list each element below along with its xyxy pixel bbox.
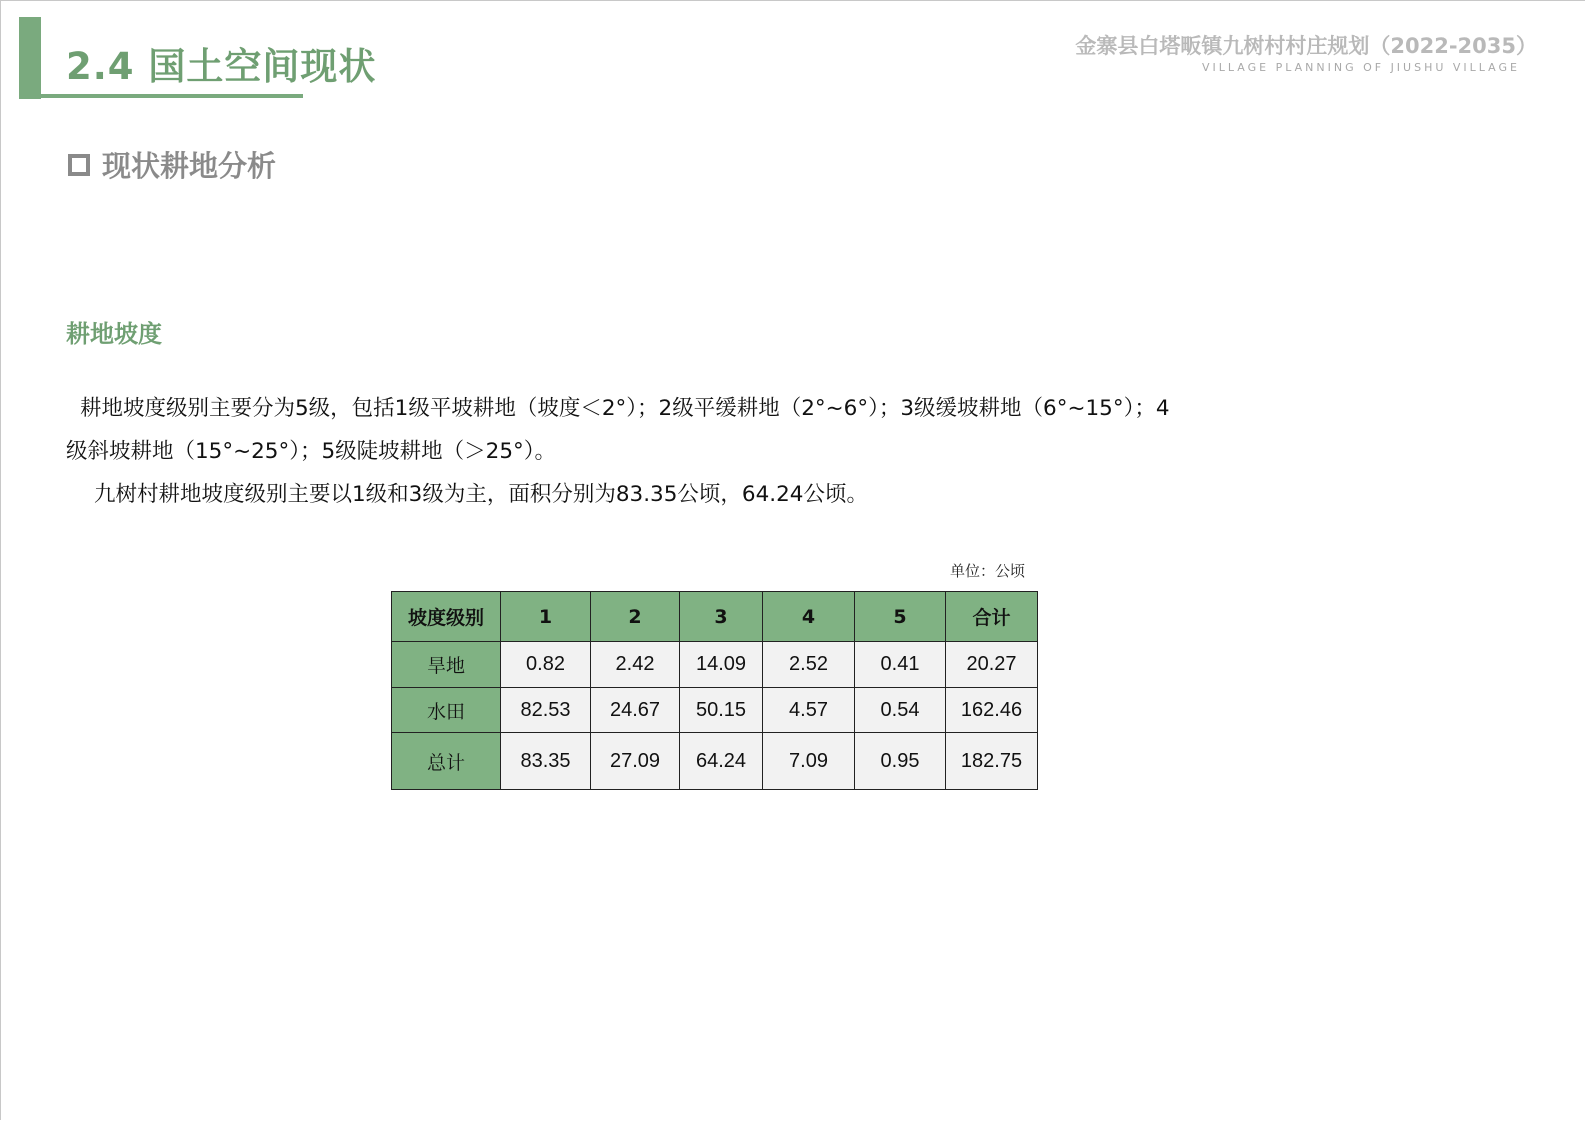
table-cell: 14.09 <box>680 642 763 688</box>
table-cell: 2.52 <box>763 642 855 688</box>
topic-heading: 耕地坡度 <box>66 320 162 348</box>
accent-underline <box>41 94 303 98</box>
table-cell: 0.41 <box>855 642 946 688</box>
table-header-cell: 4 <box>763 592 855 642</box>
table-header-row <box>392 592 1038 642</box>
document-title: 金寨县白塔畈镇九树村村庄规划（2022-2035） <box>1075 34 1537 58</box>
subsection-header <box>68 144 276 185</box>
table-cell: 4.57 <box>763 688 855 733</box>
table-cell: 50.15 <box>680 688 763 733</box>
table-header-cell: 3 <box>680 592 763 642</box>
subsection-title: 现状耕地分析 <box>102 149 277 183</box>
table-cell: 2.42 <box>591 642 680 688</box>
table-cell: 27.09 <box>591 733 680 790</box>
paragraph-line-3: 九树村耕地坡度级别主要以1级和3级为主，面积分别为83.35公顷，64.24公顷。 <box>94 482 868 507</box>
square-bullet-icon <box>68 154 90 176</box>
table-row <box>392 642 1038 688</box>
table-header-cell: 合计 <box>946 592 1038 642</box>
table-cell: 83.35 <box>501 733 591 790</box>
slope-area-table <box>391 591 1038 790</box>
row-label: 总计 <box>392 733 501 790</box>
table-header-cell: 1 <box>501 592 591 642</box>
accent-bar <box>19 17 41 99</box>
table-cell: 0.82 <box>501 642 591 688</box>
table-header-cell: 2 <box>591 592 680 642</box>
table-cell: 64.24 <box>680 733 763 790</box>
table-cell: 0.95 <box>855 733 946 790</box>
paragraph-line-1: 耕地坡度级别主要分为5级，包括1级平坡耕地（坡度＜2°）；2级平缓耕地（2°~6°）；3级缓坡耕地（6°~15°）；4 <box>80 396 1170 421</box>
table-cell: 24.67 <box>591 688 680 733</box>
paragraph-line-2: 级斜坡耕地（15°~25°）；5级陡坡耕地（＞25°）。 <box>66 439 557 464</box>
table-cell: 82.53 <box>501 688 591 733</box>
table-row <box>392 733 1038 790</box>
document-subtitle: VILLAGE PLANNING OF JIUSHU VILLAGE <box>1202 61 1520 74</box>
section-title: 2.4 国土空间现状 <box>66 45 377 88</box>
unit-note: 单位：公顷 <box>950 562 1026 580</box>
table-cell: 20.27 <box>946 642 1038 688</box>
table-header-cell: 坡度级别 <box>392 592 501 642</box>
table-cell: 7.09 <box>763 733 855 790</box>
table-cell: 0.54 <box>855 688 946 733</box>
table-row <box>392 688 1038 733</box>
table-header-cell: 5 <box>855 592 946 642</box>
row-label: 旱地 <box>392 642 501 688</box>
row-label: 水田 <box>392 688 501 733</box>
table-cell: 182.75 <box>946 733 1038 790</box>
table-cell: 162.46 <box>946 688 1038 733</box>
